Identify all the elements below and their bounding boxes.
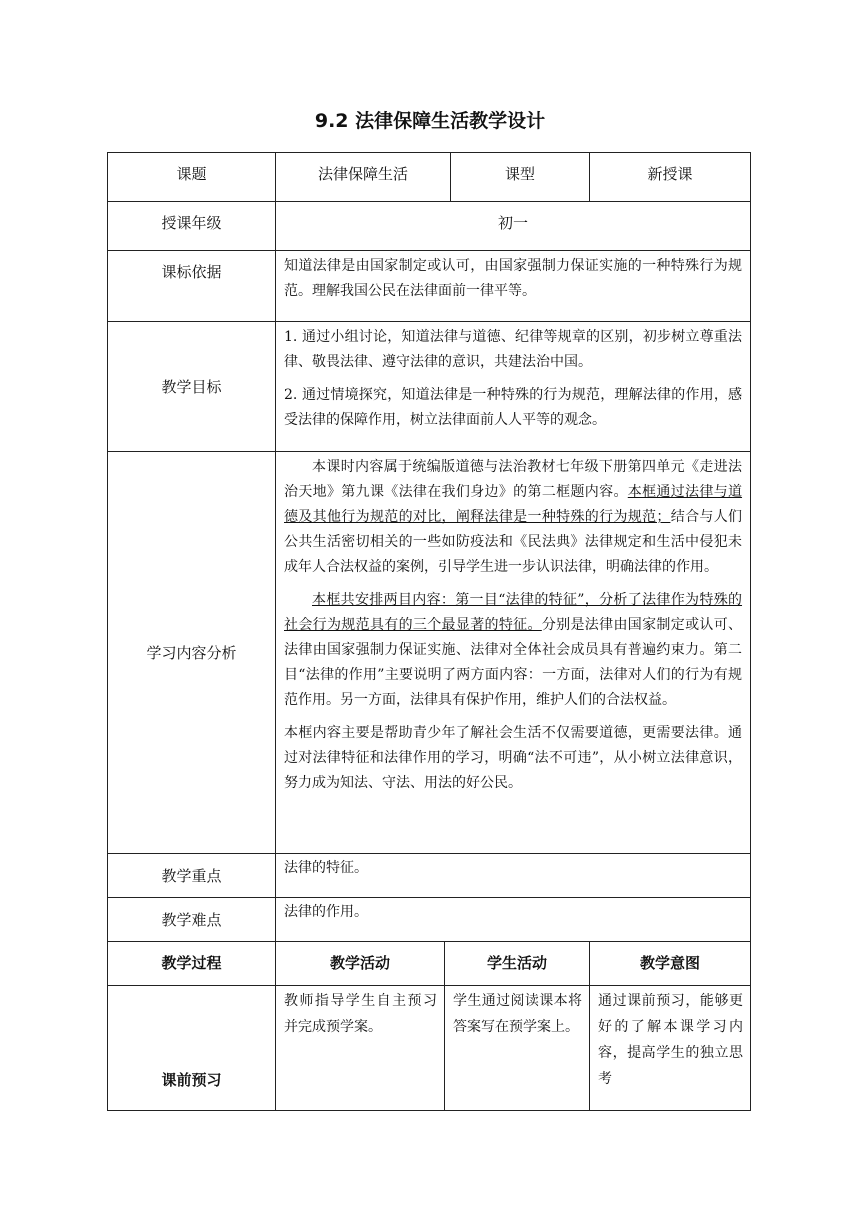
document-title: 9.2 法律保障生活教学设计 (314, 110, 546, 132)
teacher-activity-header: 教学活动 (276, 942, 445, 986)
analysis-paragraph-3: 本框内容主要是帮助青少年了解社会生活不仅需要道德，更需要法律。通过对法律特征和法律作用的学习，明确“法不可违”，从小树立法律意识，努力成为知法、守法、用法的好公民。 (284, 725, 743, 791)
row-grade (108, 202, 751, 251)
grade-value: 初一 (276, 202, 751, 251)
grade-label: 授课年级 (108, 202, 276, 251)
row-goals (108, 322, 751, 452)
preview-teacher-activity: 教师指导学生自主预习并完成预学案。 (276, 986, 445, 1111)
analysis-paragraph-2 (284, 588, 742, 713)
row-topic (108, 153, 751, 202)
difficulty-value: 法律的作用。 (284, 904, 368, 920)
analysis-label: 学习内容分析 (108, 452, 276, 854)
analysis-text (276, 452, 751, 854)
lesson-plan-table (107, 152, 751, 1111)
analysis-p1-rest: 结合与人们公共生活密切相关的一些如防疫法和《民法典》法律规定和生活中侵犯未成年人合法权益的案例，引导学生进一步认识法律，明确法律的作用。 (284, 509, 743, 575)
row-preview (108, 986, 751, 1111)
row-key-point (108, 854, 751, 898)
standard-text (276, 251, 751, 322)
topic-value: 法律保障生活 (276, 153, 451, 202)
difficulty-text (276, 898, 751, 942)
standard-label: 课标依据 (108, 251, 276, 322)
row-standard (108, 251, 751, 322)
type-value: 新授课 (590, 153, 751, 202)
row-difficulty (108, 898, 751, 942)
analysis-p2-underlined: 本框共安排两目内容：第一目“法律的特征”，分析了法律作为特殊的社会行为规范具有的三个最显著的特征。 (284, 592, 743, 633)
row-process-header (108, 942, 751, 986)
topic-label: 课题 (108, 153, 276, 202)
difficulty-label: 教学难点 (108, 898, 276, 942)
goals-text (276, 322, 751, 452)
type-label: 课型 (451, 153, 590, 202)
goal-1: 1. 通过小组讨论，知道法律与道德、纪律等规章的区别，初步树立尊重法律、敬畏法律、遵守法律的意识，共建法治中国。 (284, 329, 743, 370)
analysis-p1-underlined: 本框通过法律与道德及其他行为规范的对比，阐释法律是一种特殊的行为规范； (284, 484, 743, 525)
goals-label: 教学目标 (108, 322, 276, 452)
preview-student-activity: 学生通过阅读课本将答案写在预学案上。 (445, 986, 590, 1111)
goal-2: 2. 通过情境探究，知道法律是一种特殊的行为规范，理解法律的作用，感受法律的保障作用，树立法律面前人人平等的观念。 (284, 387, 743, 428)
preview-teaching-intent: 通过课前预习，能够更好的了解本课学习内容，提高学生的独立思考 (590, 986, 751, 1111)
analysis-p2-rest: 分别是法律由国家制定或认可、法律由国家强制力保证实施、法律对全体社会成员具有普遍约束力。第二目“法律的作用”主要说明了两方面内容：一方面，法律对人们的行为有规范作用。另一方面，法律具有保护作用，维护人们的合法权益。 (284, 617, 743, 708)
key-point-text (276, 854, 751, 898)
key-point-value: 法律的特征。 (284, 860, 368, 876)
teaching-intent-header: 教学意图 (590, 942, 751, 986)
analysis-p1-intro: 本课时内容属于统编版道德与法治教材七年级下册第四单元《走进法治天地》第九课《法律在我们身边》的第二框题内容。 (284, 459, 743, 500)
student-activity-header: 学生活动 (445, 942, 590, 986)
key-point-label: 教学重点 (108, 854, 276, 898)
row-analysis (108, 452, 751, 854)
preview-label: 课前预习 (108, 986, 276, 1111)
process-label: 教学过程 (108, 942, 276, 986)
analysis-paragraph-1 (284, 455, 742, 580)
standard-paragraph: 知道法律是由国家制定或认可，由国家强制力保证实施的一种特殊行为规范。理解我国公民在法律面前一律平等。 (284, 258, 743, 299)
